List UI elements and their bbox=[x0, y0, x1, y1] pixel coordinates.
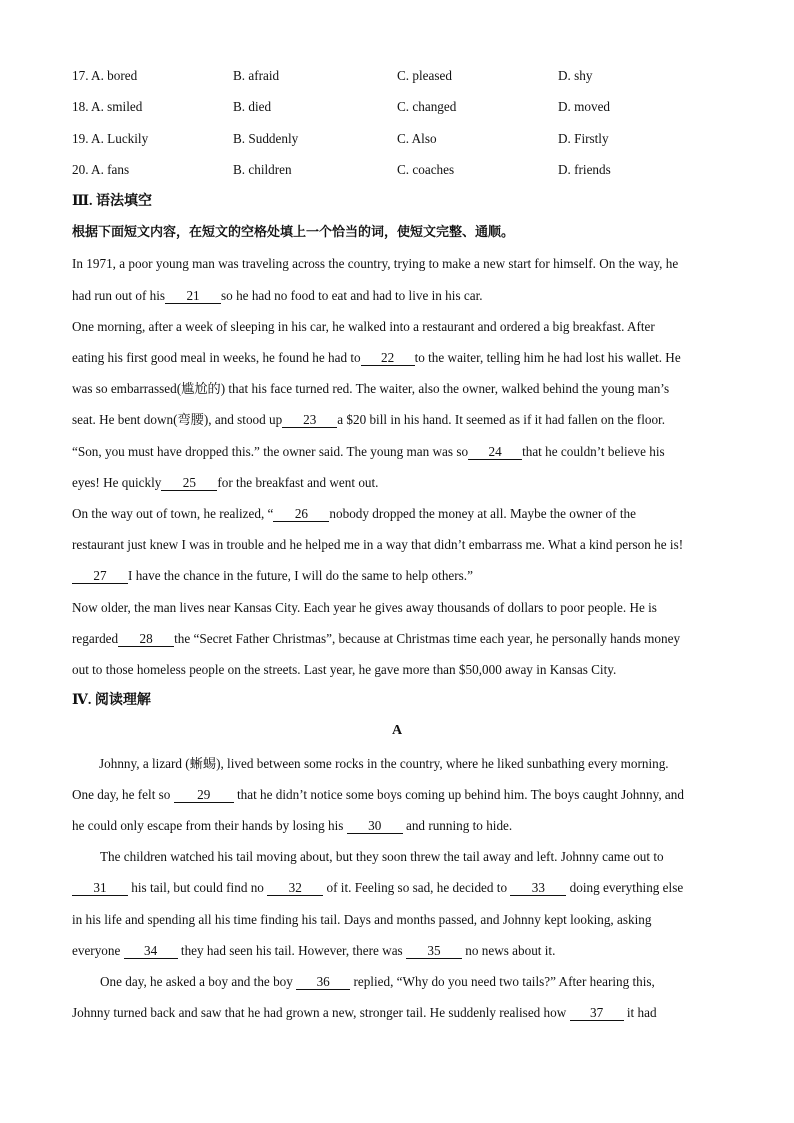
passage-line bbox=[72, 443, 665, 461]
passage-line bbox=[72, 474, 378, 492]
text: out to those homeless people on the streets. Last year, he gave more than $50,000 away in Kansas City. bbox=[72, 662, 617, 677]
passage-line bbox=[72, 942, 555, 960]
text: eyes! He quickly bbox=[72, 475, 162, 490]
answer-blank[interactable]: 26 bbox=[273, 506, 329, 522]
text: to the waiter, telling him he had lost his wallet. He bbox=[414, 350, 681, 365]
passage-line bbox=[72, 599, 657, 617]
text: “Son, you must have dropped this.” the owner said. The young man was so bbox=[72, 444, 469, 459]
passage-line bbox=[72, 318, 655, 336]
option-b: B. died bbox=[233, 99, 272, 114]
text: everyone bbox=[72, 943, 121, 958]
text: no news about it. bbox=[465, 943, 556, 958]
text: and running to hide. bbox=[405, 818, 513, 833]
option-a: 18. A. smiled bbox=[72, 99, 143, 114]
passage-line bbox=[72, 1004, 657, 1022]
option-c: C. coaches bbox=[397, 162, 455, 177]
answer-blank[interactable]: 31 bbox=[72, 880, 128, 896]
answer-blank[interactable]: 23 bbox=[282, 412, 337, 428]
text: so he had no food to eat and had to live in his car. bbox=[221, 288, 483, 303]
text: Johnny, a lizard (蜥蜴), lived between some rocks in the country, where he liked sunbathing every morning. bbox=[99, 756, 669, 771]
part-title: A bbox=[391, 723, 403, 738]
text: a $20 bill in his hand. It seemed as if it had fallen on the floor. bbox=[337, 412, 666, 427]
answer-blank[interactable]: 27 bbox=[72, 568, 128, 584]
text: Johnny turned back and saw that he had grown a new, stronger tail. He suddenly realised how bbox=[72, 1005, 567, 1020]
option-c: C. changed bbox=[397, 99, 457, 114]
text: seat. He bent down(弯腰), and stood up bbox=[72, 412, 283, 427]
option-c: C. pleased bbox=[397, 68, 452, 83]
section-heading-grammar: Ⅲ. 语法填空 bbox=[72, 194, 153, 209]
option-b: B. Suddenly bbox=[233, 131, 299, 146]
passage-line bbox=[72, 630, 680, 648]
option-b: B. children bbox=[233, 162, 292, 177]
text: he could only escape from their hands by losing his bbox=[72, 818, 344, 833]
option-d: D. Firstly bbox=[558, 131, 609, 146]
passage-line bbox=[72, 786, 684, 804]
answer-blank[interactable]: 37 bbox=[570, 1005, 624, 1021]
answer-blank[interactable]: 34 bbox=[124, 943, 178, 959]
passage-line bbox=[99, 755, 669, 773]
text: In 1971, a poor young man was traveling across the country, trying to make a new start for himself. On the way, he bbox=[72, 256, 679, 271]
text: Now older, the man lives near Kansas City. Each year he gives away thousands of dollars to poor people. He is bbox=[72, 600, 657, 615]
answer-blank[interactable]: 35 bbox=[406, 943, 462, 959]
passage-line bbox=[72, 380, 669, 398]
text: On the way out of town, he realized, “ bbox=[72, 506, 274, 521]
text: that he couldn’t believe his bbox=[522, 444, 665, 459]
passage-line bbox=[72, 661, 616, 679]
passage-line bbox=[72, 536, 683, 554]
option-d: D. moved bbox=[558, 99, 611, 114]
text: in his life and spending all his time finding his tail. Days and months passed, and Johnny kept looking, asking bbox=[72, 912, 652, 927]
text: that he didn’t notice some boys coming up behind him. The boys caught Johnny, and bbox=[236, 787, 684, 802]
text: was so embarrassed(尴尬的) that his face turned red. The waiter, also the owner, walked behind the young man’s bbox=[72, 381, 670, 396]
option-d: D. friends bbox=[558, 162, 611, 177]
text: eating his first good meal in weeks, he found he had to bbox=[72, 350, 361, 365]
text: nobody dropped the money at all. Maybe the owner of the bbox=[329, 506, 636, 521]
answer-blank[interactable]: 22 bbox=[361, 350, 415, 366]
text: it had bbox=[626, 1005, 657, 1020]
option-d: D. shy bbox=[558, 68, 593, 83]
answer-blank[interactable]: 33 bbox=[510, 880, 566, 896]
text: the “Secret Father Christmas”, because at Christmas time each year, he personally hands money bbox=[174, 631, 681, 646]
text: for the breakfast and went out. bbox=[217, 475, 379, 490]
passage-line bbox=[72, 817, 512, 835]
text: replied, “Why do you need two tails?” After hearing this, bbox=[353, 974, 655, 989]
passage-line bbox=[72, 287, 483, 305]
text: One day, he asked a boy and the boy bbox=[100, 974, 293, 989]
answer-blank[interactable]: 25 bbox=[161, 475, 217, 491]
option-a: 20. A. fans bbox=[72, 162, 130, 177]
passage-line bbox=[100, 848, 664, 866]
text: One day, he felt so bbox=[72, 787, 171, 802]
answer-blank[interactable]: 21 bbox=[165, 288, 221, 304]
passage-line bbox=[72, 349, 681, 367]
answer-blank[interactable]: 30 bbox=[347, 818, 403, 834]
option-a: 17. A. bored bbox=[72, 68, 138, 83]
text: restaurant just knew I was in trouble and he helped me in a way that didn’t embarrass me. What a kind person he is! bbox=[72, 537, 684, 552]
text: regarded bbox=[72, 631, 119, 646]
answer-blank[interactable]: 36 bbox=[296, 974, 350, 990]
answer-blank[interactable]: 28 bbox=[118, 631, 174, 647]
section-instruction: 根据下面短文内容，在短文的空格处填上一个恰当的词，使短文完整、通顺。 bbox=[72, 225, 515, 240]
text: had run out of his bbox=[72, 288, 166, 303]
option-c: C. Also bbox=[397, 131, 437, 146]
text: I have the chance in the future, I will do the same to help others.” bbox=[128, 568, 473, 583]
passage-line bbox=[72, 567, 473, 585]
text: doing everything else bbox=[569, 880, 684, 895]
section-heading-reading: Ⅳ. 阅读理解 bbox=[72, 693, 151, 708]
passage-line bbox=[100, 973, 655, 991]
text: they had seen his tail. However, there was bbox=[180, 943, 403, 958]
passage-line bbox=[72, 255, 678, 273]
text: his tail, but could find no bbox=[131, 880, 264, 895]
text: of it. Feeling so sad, he decided to bbox=[326, 880, 508, 895]
text: One morning, after a week of sleeping in his car, he walked into a restaurant and ordered a big breakfast. After bbox=[72, 319, 655, 334]
answer-blank[interactable]: 24 bbox=[468, 444, 522, 460]
option-b: B. afraid bbox=[233, 68, 280, 83]
passage-line bbox=[72, 911, 651, 929]
answer-blank[interactable]: 29 bbox=[174, 787, 234, 803]
passage-line bbox=[72, 411, 665, 429]
answer-blank[interactable]: 32 bbox=[267, 880, 323, 896]
passage-line bbox=[72, 505, 636, 523]
text: The children watched his tail moving about, but they soon threw the tail away and left. Johnny came out to bbox=[100, 849, 664, 864]
option-a: 19. A. Luckily bbox=[72, 131, 149, 146]
passage-line bbox=[72, 879, 683, 897]
